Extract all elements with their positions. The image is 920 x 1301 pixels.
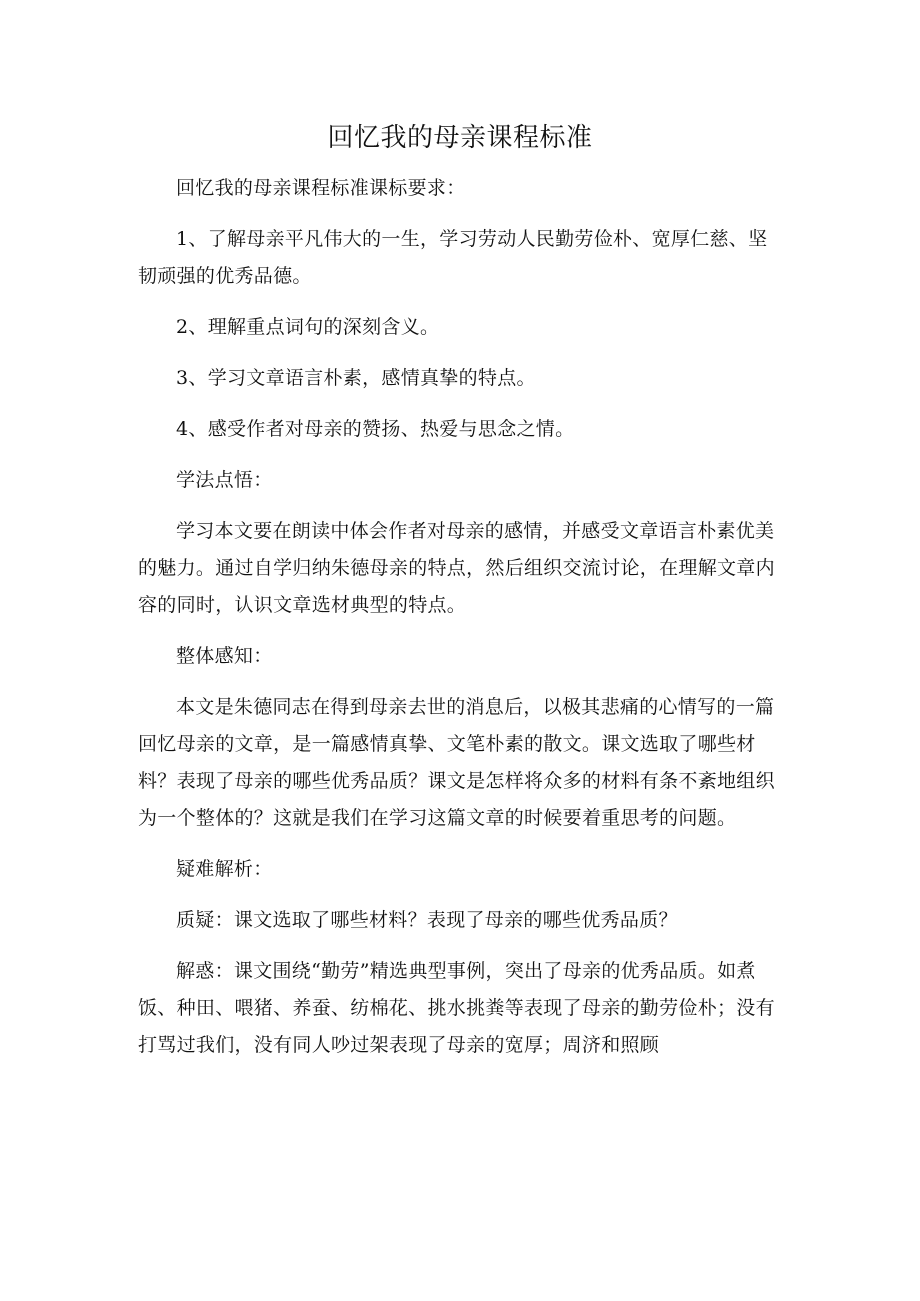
paragraph-answer: 解惑：课文围绕“勤劳”精选典型事例，突出了母亲的优秀品质。如煮饭、种田、喂猪、养蚕、纺棉花、挑水挑粪等表现了母亲的勤劳俭朴；没有打骂过我们，没有同人吵过架表现了母亲的宽厚；周济和照顾 (138, 960, 775, 1056)
paragraph-item-1: 1、了解母亲平凡伟大的一生，学习劳动人民勤劳俭朴、宽厚仁慈、坚韧顽强的优秀品德。 (138, 228, 768, 287)
paragraph-method: 学习本文要在朗读中体会作者对母亲的感情，并感受文章语言朴素优美的魅力。通过自学归纳朱德母亲的特点，然后组织交流讨论，在理解文章内容的同时，认识文章选材典型的特点。 (138, 520, 775, 616)
paragraph-item-3: 3、学习文章语言朴素，感情真挚的特点。 (176, 367, 536, 389)
page-title: 回忆我的母亲课程标准 (327, 123, 593, 153)
paragraph-question: 质疑：课文选取了哪些材料？表现了母亲的哪些优秀品质？ (176, 909, 678, 931)
section-heading-overview: 整体感知： (176, 645, 273, 667)
paragraph-item-2: 2、理解重点词句的深刻含义。 (176, 316, 440, 338)
document-body (138, 170, 783, 1064)
paragraph-intro: 回忆我的母亲课程标准课标要求： (176, 177, 466, 199)
paragraph-overview: 本文是朱德同志在得到母亲去世的消息后，以极其悲痛的心情写的一篇回忆母亲的文章，是一篇感情真挚、文笔朴素的散文。课文选取了哪些材料？表现了母亲的哪些优秀品质？课文是怎样将众多的材料有条不紊地组织为一个整体的？这就是我们在学习这篇文章的时候要着重思考的问题。 (138, 696, 775, 829)
paragraph-item-4: 4、感受作者对母亲的赞扬、热爱与思念之情。 (176, 418, 575, 440)
section-heading-analysis: 疑难解析： (176, 858, 273, 880)
section-heading-method: 学法点悟： (176, 469, 273, 491)
